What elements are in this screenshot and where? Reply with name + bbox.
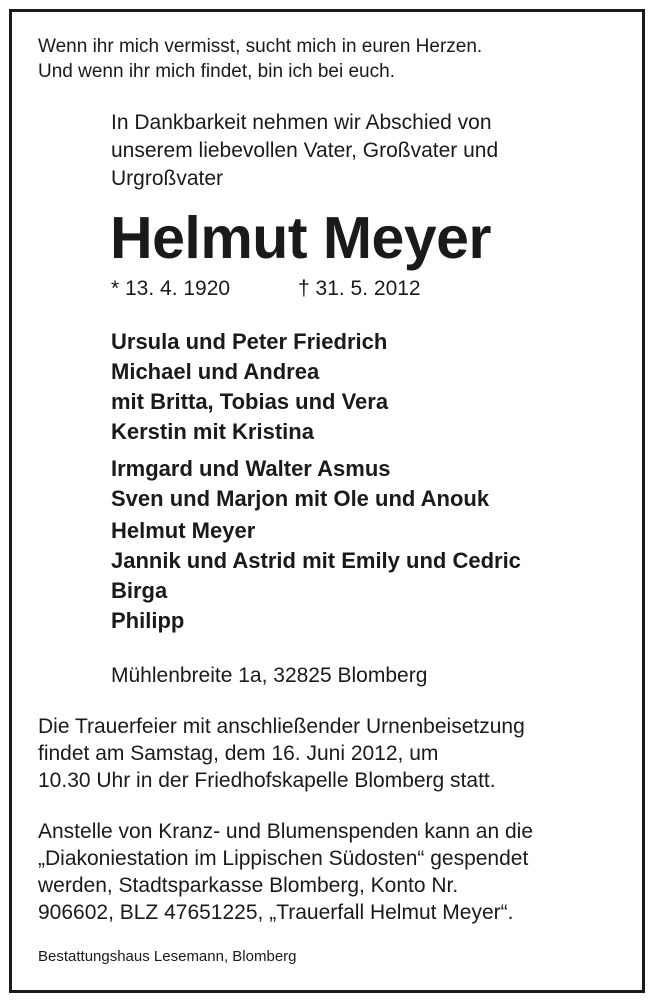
mourner-line: Ursula und Peter Friedrich	[111, 329, 388, 354]
birth-date: * 13. 4. 1920	[111, 277, 231, 300]
mourner-line: Helmut Meyer	[111, 518, 256, 543]
mourner-line: Irmgard und Walter Asmus	[111, 456, 391, 481]
donation-line: 906602, BLZ 47651225, „Trauerfall Helmut Meyer“.	[38, 901, 514, 924]
motto-line: Wenn ihr mich vermisst, sucht mich in euren Herzen.	[38, 36, 483, 57]
mourner-line: Sven und Marjon mit Ole und Anouk	[111, 486, 490, 511]
funeral-home: Bestattungshaus Lesemann, Blomberg	[38, 948, 297, 965]
family-address: Mühlenbreite 1a, 32825 Blomberg	[111, 664, 428, 687]
mourner-line: Kerstin mit Kristina	[111, 419, 314, 444]
intro-line: Urgroßvater	[111, 167, 224, 190]
mourner-line: Philipp	[111, 608, 185, 633]
mourner-line: Michael und Andrea	[111, 359, 320, 384]
motto-line: Und wenn ihr mich findet, bin ich bei euch.	[38, 61, 395, 82]
intro-line: In Dankbarkeit nehmen wir Abschied von	[111, 111, 492, 134]
death-date: † 31. 5. 2012	[298, 277, 421, 300]
donation-notice	[38, 818, 533, 926]
mourner-group	[111, 454, 489, 514]
intro-line: unserem liebevollen Vater, Großvater und	[111, 139, 499, 162]
farewell-intro	[111, 109, 498, 193]
donation-line: Anstelle von Kranz- und Blumenspenden kann an die	[38, 820, 533, 843]
ceremony-line: 10.30 Uhr in der Friedhofskapelle Blomberg statt.	[38, 769, 496, 792]
motto-verse	[38, 34, 482, 84]
mourner-line: Jannik und Astrid mit Emily und Cedric	[111, 548, 521, 573]
ceremony-line: findet am Samstag, dem 16. Juni 2012, um	[38, 742, 439, 765]
ceremony-notice	[38, 713, 525, 794]
donation-line: werden, Stadtsparkasse Blomberg, Konto Nr.	[38, 874, 459, 897]
mourner-line: Birga	[111, 578, 168, 603]
mourner-line: mit Britta, Tobias und Vera	[111, 389, 389, 414]
ceremony-line: Die Trauerfeier mit anschließender Urnenbeisetzung	[38, 715, 525, 738]
deceased-name: Helmut Meyer	[110, 205, 491, 271]
donation-line: „Diakoniestation im Lippischen Südosten“ gespendet	[38, 847, 529, 870]
mourner-group	[111, 516, 521, 636]
mourner-group	[111, 327, 388, 447]
